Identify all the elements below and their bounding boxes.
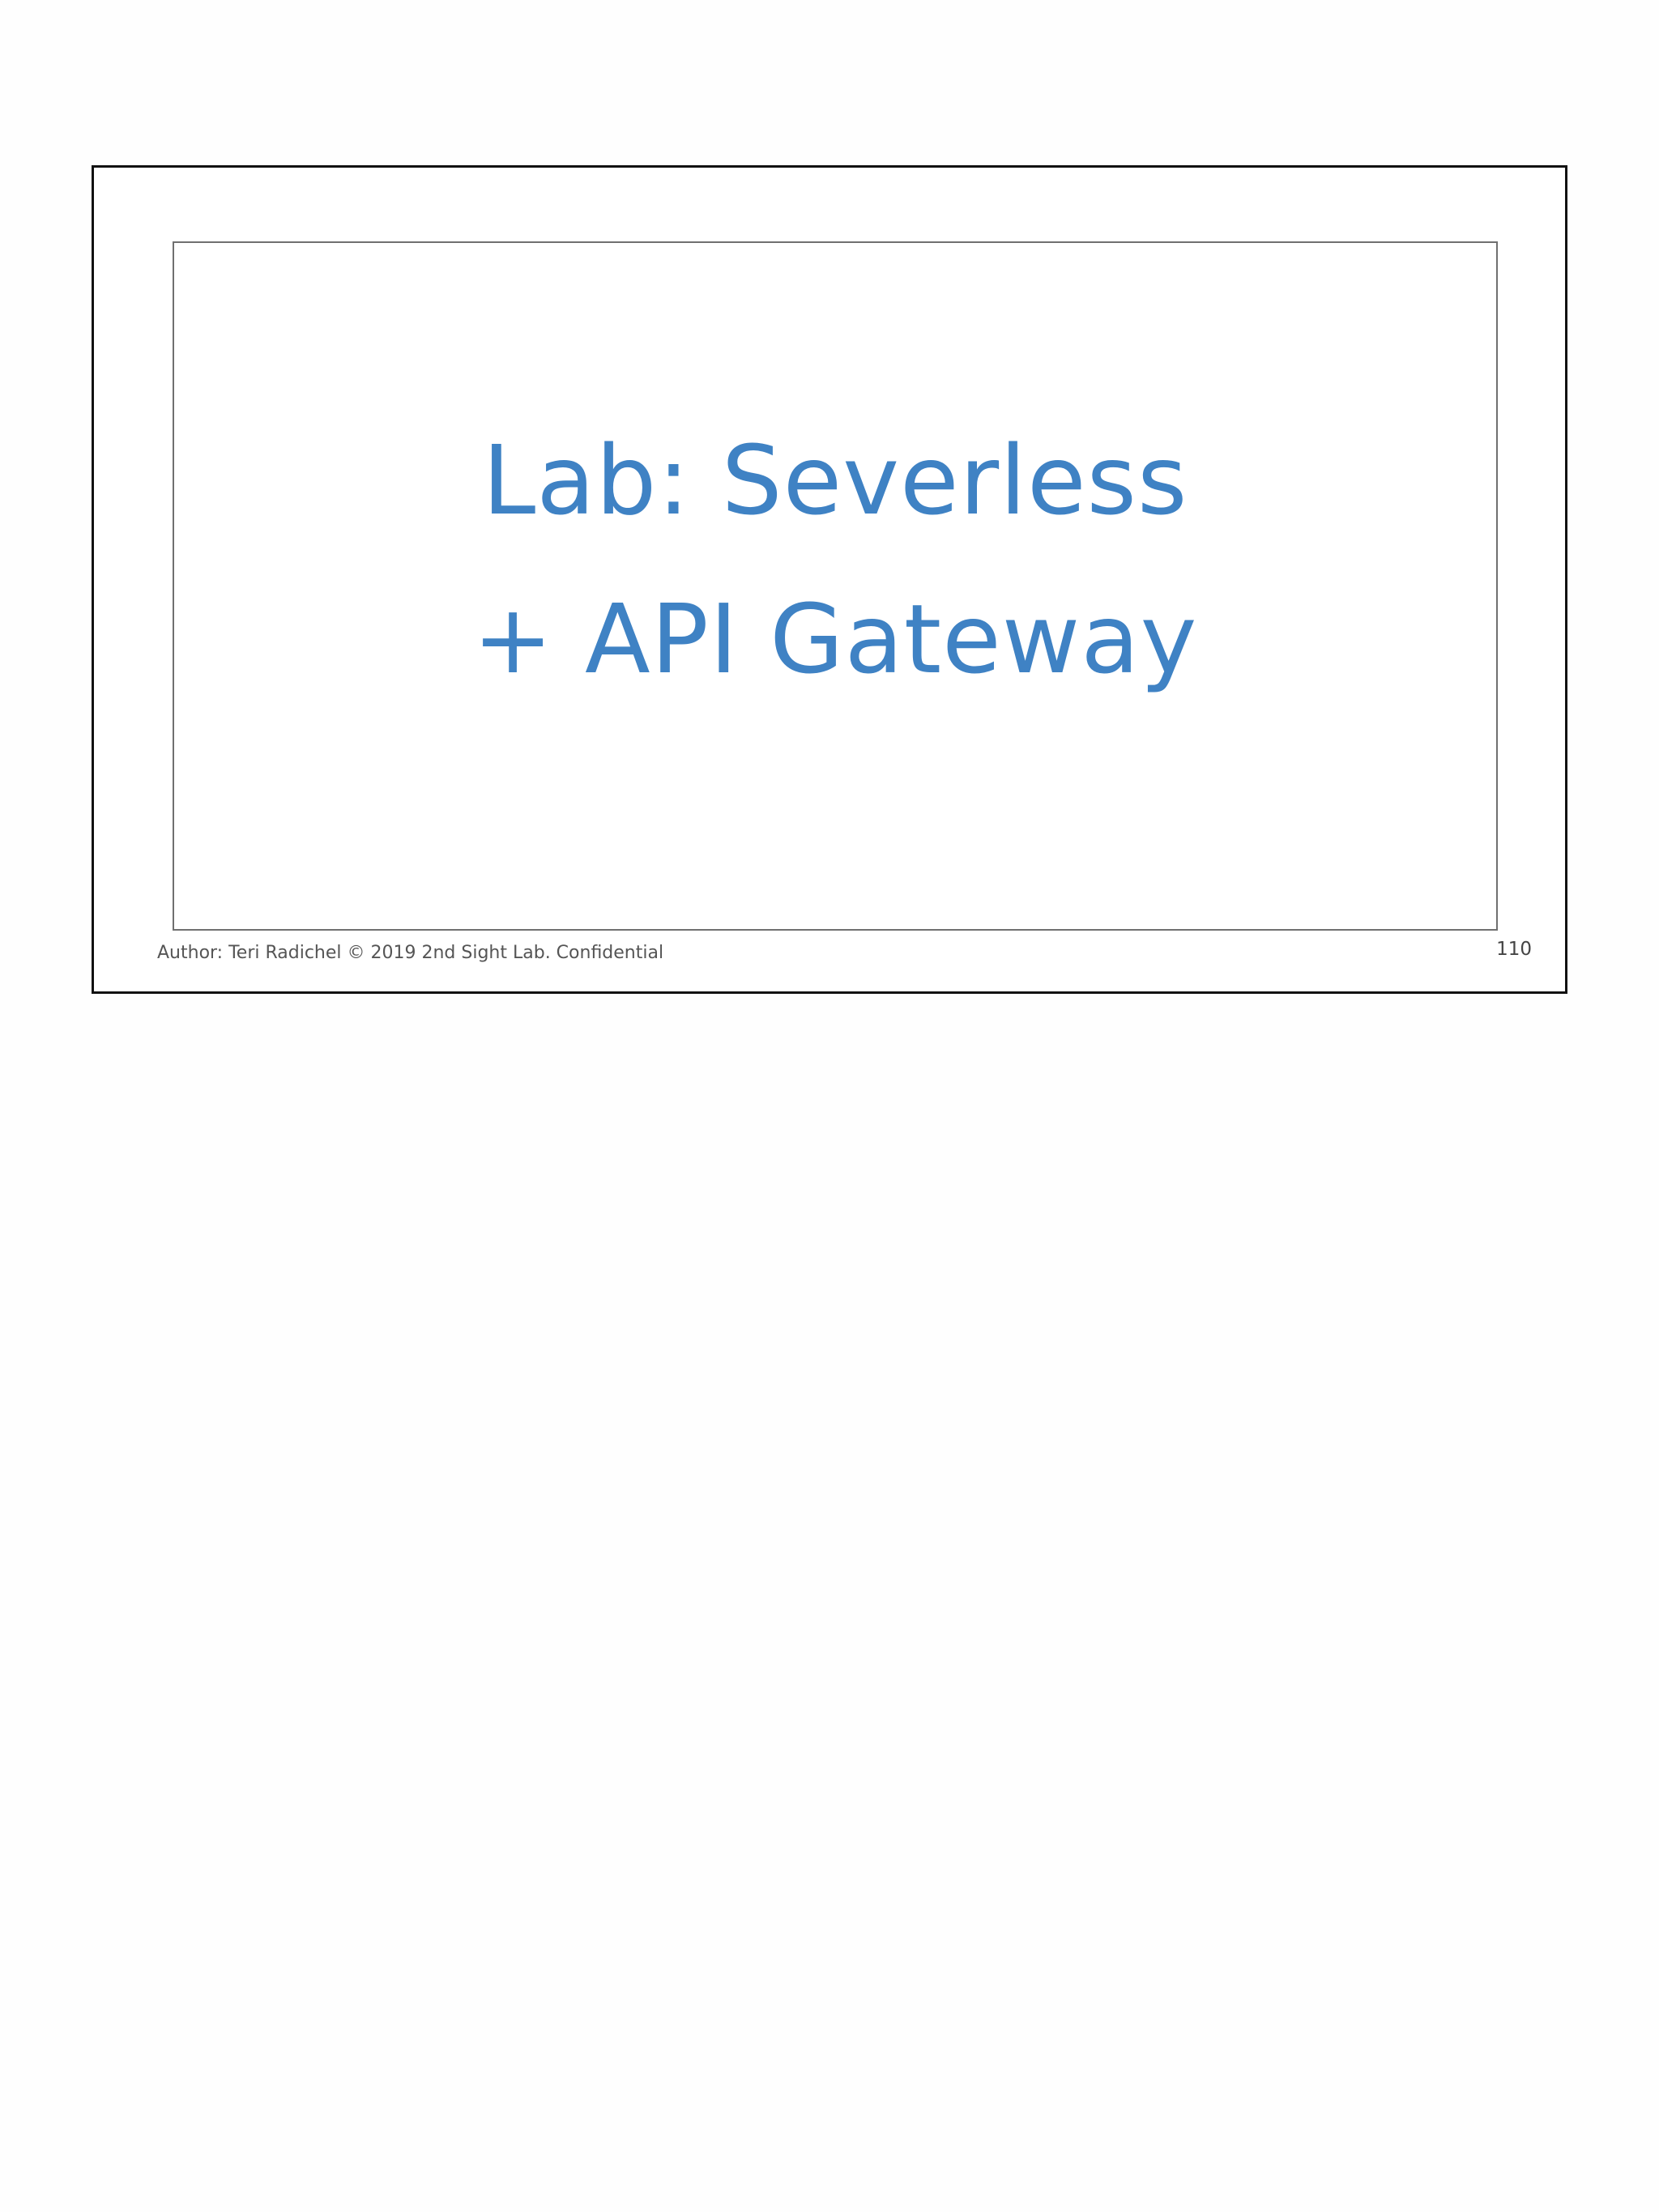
- title-placeholder-box: [173, 241, 1498, 931]
- slide-title-line-2: + API Gateway: [472, 583, 1198, 695]
- page-number: 110: [1496, 939, 1532, 960]
- slide-frame: [92, 165, 1567, 994]
- footer-author-text: Author: Teri Radichel © 2019 2nd Sight Lab. Confidential: [157, 943, 664, 963]
- slide-title-line-1: Lab: Severless: [482, 424, 1188, 536]
